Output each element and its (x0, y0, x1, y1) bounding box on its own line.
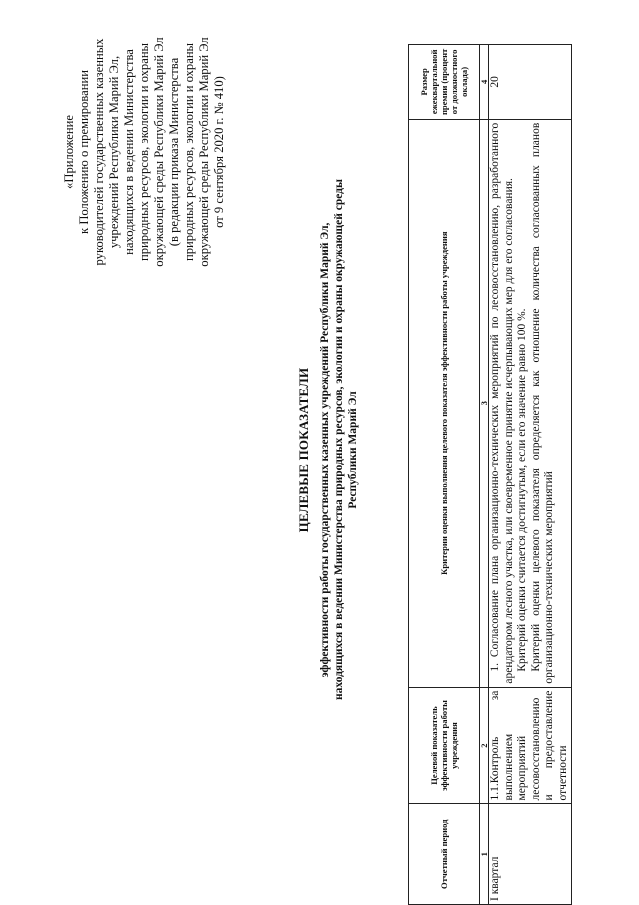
criteria-paragraph: Критерий оценки считается достигнутым, если его значение равно 100 %. (516, 308, 529, 672)
table-row (489, 45, 572, 905)
appendix-line: (в редакции приказа Министерства (167, 57, 181, 247)
header-criteria: Критерии оценки выполнения целевого показателя эффективности работы учреждения (409, 119, 480, 687)
appendix-line: руководителей государственных казенных (92, 38, 106, 266)
document-subtitle-line: находящихся в ведении Министерства природных ресурсов, экологии и охраны окружающей среды (333, 179, 345, 700)
document-title: ЦЕЛЕВЫЕ ПОКАЗАТЕЛИ (296, 367, 311, 533)
column-number-row (480, 45, 489, 905)
appendix-line: окружающей среды Республики Марий Эл (197, 37, 211, 267)
document-subtitle-line: эффективности работы государственных казенных учреждений Республики Марий Эл, (319, 222, 331, 678)
column-number: 2 (480, 687, 489, 804)
column-number: 3 (480, 119, 489, 687)
column-number: 4 (480, 45, 489, 120)
header-period: Отчетный период (409, 804, 480, 905)
table-header-row (409, 45, 480, 905)
appendix-block (62, 26, 227, 278)
cell-period: I квартал (489, 804, 572, 905)
cell-bonus: 20 (489, 45, 572, 120)
criteria-paragraph: 1. Согласование плана организационно-технических мероприятий по лесовосстановлению, разработанного арендатором лесного участка, или своевременное принятие исчерпывающих мер для его согласования. (489, 122, 515, 684)
criteria-paragraph: Критерий оценки целевого показателя определяется как отношение количества согласованных планов организационно-технических мероприятий (529, 122, 556, 684)
header-bonus: Размер ежеквартальной премии (процент от должностного оклада) (409, 45, 480, 120)
appendix-line: природных ресурсов, экологии и охраны (137, 42, 151, 262)
appendix-line: находящихся в ведении Министерства (122, 49, 136, 255)
cell-indicator: 1.1.Контроль за выполнением мероприятий лесовосстановлению и предоставление отчетности (489, 687, 572, 804)
document-subtitle-line: Республики Марий Эл (347, 391, 359, 509)
column-number: 1 (480, 804, 489, 905)
document-heading (296, 179, 360, 700)
appendix-line: окружающей среды Республики Марий Эл (152, 37, 166, 267)
appendix-line: от 9 сентября 2020 г. № 410) (212, 76, 226, 228)
appendix-line: природных ресурсов, экологии и охраны (182, 42, 196, 262)
header-indicator: Целевой показатель эффективности работы учреждения (409, 687, 480, 804)
appendix-line: учреждений Республики Марий Эл, (107, 55, 121, 249)
appendix-line: «Приложение (62, 115, 76, 189)
indicators-table (408, 44, 572, 905)
cell-criteria (489, 119, 572, 687)
appendix-line: к Положению о премировании (77, 70, 91, 234)
